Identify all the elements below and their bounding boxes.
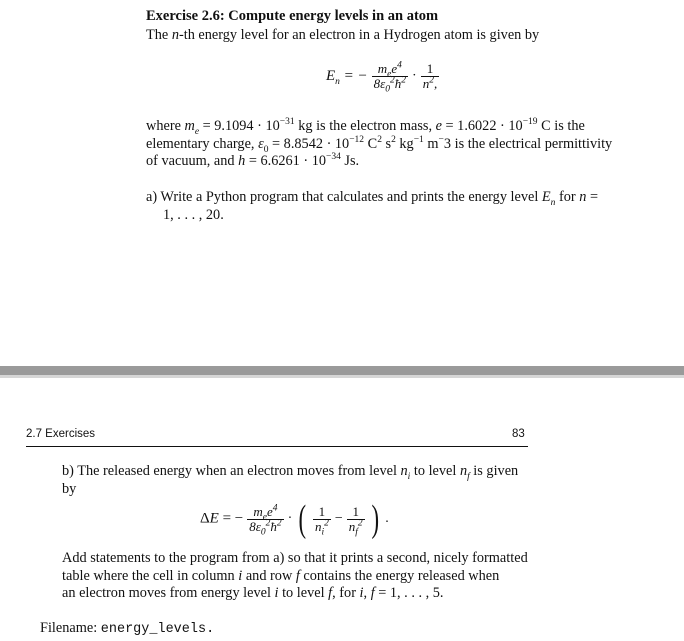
eq2-frac: $\frac{m_ee^4}{8\varepsilon_0^2ħ^2}$: [249, 503, 282, 538]
part-a-line-2: 1, . . . , 20.: [163, 206, 224, 223]
eq1-frac2: $\frac{1}{n^2,}$: [422, 61, 438, 91]
where-line-1: where $m_e = 9.1094 \cdot 10^{-31}$ kg is the electron mass, $e = 1.6022 \cdot 10^{-19}$ C is the: [146, 117, 585, 137]
where-line-3: of vacuum, and $h = 6.6261 \cdot 10^{-34}$ Js.: [146, 152, 360, 169]
part-b-line-1: b) The released energy when an electron moves from level $n_i$ to level $n_f$ is given: [62, 463, 519, 482]
eq2-inner-frac-1: $\frac{1}{n_i^2}$: [314, 503, 329, 538]
part-b-add-line-3: an electron moves from energy level i to level f, for i, f = 1, . . . , 5.: [62, 585, 444, 601]
filename-label: Filename:: [40, 620, 98, 636]
eq1-lhs: $E_n$ = −: [326, 68, 368, 87]
header-rule: [26, 446, 528, 447]
page-number: 83: [512, 428, 525, 440]
left-paren: (: [298, 498, 307, 540]
part-a-line-1: a) Write a Python program that calculates and prints the energy level $E_n$ for n =: [146, 189, 599, 208]
filename-value: energy_levels.: [100, 622, 215, 637]
part-b-add: [62, 550, 542, 603]
energy-difference-equation: ΔE = − $\frac{m_ee^4}{8\varepsilon_0^2ħ^2}$ · ( $\frac{1}{n_i^2}$ − $\frac{1}{n_f^2}$ ) .: [200, 498, 389, 540]
part-b-add-line-1: Add statements to the program from a) so that it prints a second, nicely formatted: [62, 550, 528, 566]
part-b-add-line-2: table where the cell in column i and row f contains the energy released when: [62, 567, 500, 584]
part-b-line-2: by: [62, 480, 77, 497]
energy-level-equation: $E_n$ = − $\frac{m_ee^4}{8\varepsilon_0^2ħ^2}$ · $\frac{1}{n^2,}$: [326, 60, 438, 95]
right-paren: ): [371, 498, 379, 540]
page-separator: [0, 366, 684, 375]
exercise-title: Exercise 2.6: Compute energy levels in an atom: [146, 8, 439, 24]
eq2-inner-frac-2: $\frac{1}{n_f^2}$: [348, 503, 363, 538]
eq2-lhs: ΔE = −: [200, 510, 244, 527]
section-header: 2.7 Exercises: [26, 428, 96, 440]
part-b-intro: [62, 463, 532, 498]
eq1-frac1: $\frac{m_ee^4}{8\varepsilon_0^2ħ^2}$: [373, 60, 407, 95]
where-paragraph: [146, 118, 646, 171]
where-line-2: elementary charge, $\varepsilon_0 = 8.8542 \cdot 10^{-12}$ $C^2$ $s^2$ $kg^{-1}$ m−3 is the electrical permittivity: [146, 134, 613, 155]
part-a: [146, 189, 646, 224]
filename-line: [40, 620, 214, 639]
exercise-intro: The n-th energy level for an electron in a Hydrogen atom is given by: [146, 27, 540, 43]
